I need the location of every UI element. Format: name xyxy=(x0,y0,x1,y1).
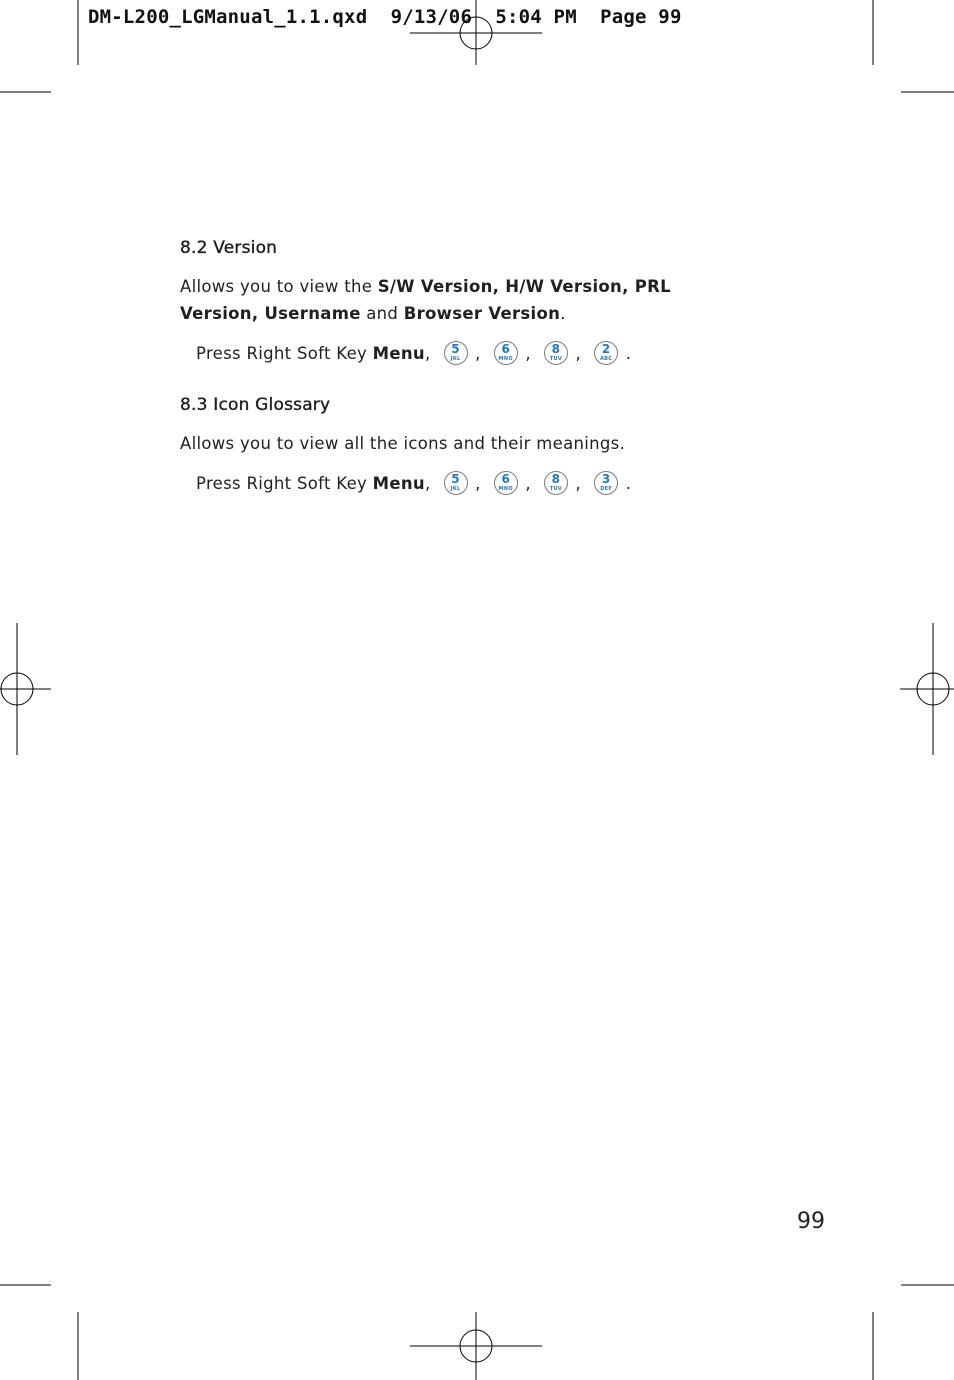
key-5-icon: 5 JKL xyxy=(444,471,468,495)
key-5-icon: 5 JKL xyxy=(444,341,468,365)
version-description: Allows you to view the S/W Version, H/W Version, PRL Version, Username and Browser Version. xyxy=(180,277,671,323)
key-6-icon: 6 MNO xyxy=(494,341,518,365)
print-slug-line: DM-L200_LGManual_1.1.qxd 9/13/06 5:04 PM Page 99 xyxy=(88,6,682,28)
key-2-icon: 2 ABC xyxy=(594,341,618,365)
version-key-instruction: Press Right Soft Key Menu , 5 JKL , 6 MNO , 8 TUV , 2 ABC . xyxy=(180,341,740,365)
icon-glossary-description: Allows you to view all the icons and their meanings. xyxy=(180,434,626,453)
section-title-icon-glossary: 8.3 Icon Glossary xyxy=(180,395,331,415)
page-number: 99 xyxy=(797,1209,825,1234)
key-6-icon: 6 MNO xyxy=(494,471,518,495)
key-3-icon: 3 DEF xyxy=(594,471,618,495)
key-8-icon: 8 TUV xyxy=(544,471,568,495)
icon-glossary-key-instruction: Press Right Soft Key Menu , 5 JKL , 6 MNO , 8 TUV , 3 DEF . xyxy=(180,471,740,495)
section-title-version: 8.2 Version xyxy=(180,238,278,258)
manual-content xyxy=(180,238,740,495)
key-8-icon: 8 TUV xyxy=(544,341,568,365)
